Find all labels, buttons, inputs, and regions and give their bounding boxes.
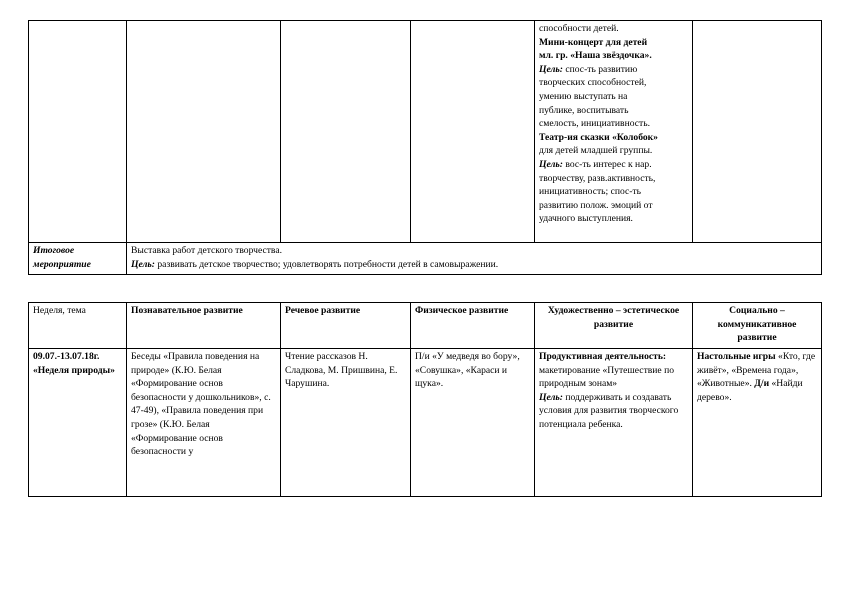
table-row: [29, 21, 822, 243]
header-artistic: Художественно – эстетическое развитие: [535, 303, 693, 349]
cell-line: инициативность; спос-ть: [539, 186, 642, 198]
cell-line: Цель: спос-ть развитию: [539, 63, 638, 75]
cell-line: умению выступать на: [539, 90, 628, 102]
final-event-label: Итоговое мероприятие: [29, 243, 127, 275]
cell-line: мл. гр. «Наша звёздочка».: [539, 50, 652, 62]
week-cell: 09.07.-13.07.18г. «Неделя природы»: [29, 349, 127, 497]
final-event-goal: Цель: развивать детское творчество; удовлетворять потребности детей в самовыражении.: [131, 258, 499, 270]
table-cell: [693, 21, 822, 243]
activities-cell: [535, 21, 693, 243]
artistic-cell: Продуктивная деятельность: макетирование «Путешествие по природным зонам» Цель: поддерживать и создавать условия для развития творческого потенциала ребенка.: [535, 349, 693, 497]
cell-line: способности детей.: [539, 23, 619, 34]
cell-line: развитию полож. эмоций от: [539, 199, 653, 211]
table-cell: [281, 21, 411, 243]
social-cell: Настольные игры «Кто, где живёт», «Времена года», «Животные». Д/и «Найди дерево».: [693, 349, 822, 497]
final-event-text: Выставка работ детского творчества. Цель: развивать детское творчество; удовлетворять потребности детей в самовыражении.: [127, 243, 822, 275]
cell-line: удачного выступления.: [539, 213, 633, 225]
cell-line: для детей младшей группы.: [539, 145, 653, 157]
cell-line: публике, воспитывать: [539, 104, 629, 116]
table-cell: [411, 21, 535, 243]
activities-table-top: [28, 20, 822, 275]
weekly-plan-table: [28, 302, 822, 497]
header-physical: Физическое развитие: [411, 303, 535, 349]
header-row: [29, 303, 822, 349]
table-cell: [29, 21, 127, 243]
cell-line: Цель: вос-ть интерес к нар.: [539, 158, 652, 170]
header-speech: Речевое развитие: [281, 303, 411, 349]
cell-line: Мини-концерт для детей: [539, 36, 648, 48]
cell-line: творчеству, разв.активность,: [539, 172, 656, 184]
cell-line: творческих способностей,: [539, 77, 647, 89]
header-cognitive: Познавательное развитие: [127, 303, 281, 349]
header-week: Неделя, тема: [29, 303, 127, 349]
artistic-goal: Цель: поддерживать и создавать условия для развития творческого потенциала ребенка.: [539, 391, 679, 430]
speech-cell: Чтение рассказов Н. Сладкова, М. Пришвина, Е. Чарушина.: [281, 349, 411, 497]
cognitive-cell: Беседы «Правила поведения на природе» (К.Ю. Белая «Формирование основ безопасности у дошкольников», с. 47-49), «Правила поведения при грозе» (К.Ю. Белая «Формирование основ безопасности у: [127, 349, 281, 497]
cell-line: смелость, инициативность.: [539, 118, 650, 130]
final-event-row: [29, 243, 822, 275]
physical-cell: П/и «У медведя во бору», «Совушка», «Караси и щука».: [411, 349, 535, 497]
table-cell: [127, 21, 281, 243]
cell-line: Театр-ия сказки «Колобок»: [539, 131, 658, 143]
table-row: [29, 349, 822, 497]
header-social: Социально – коммуникативное развитие: [693, 303, 822, 349]
